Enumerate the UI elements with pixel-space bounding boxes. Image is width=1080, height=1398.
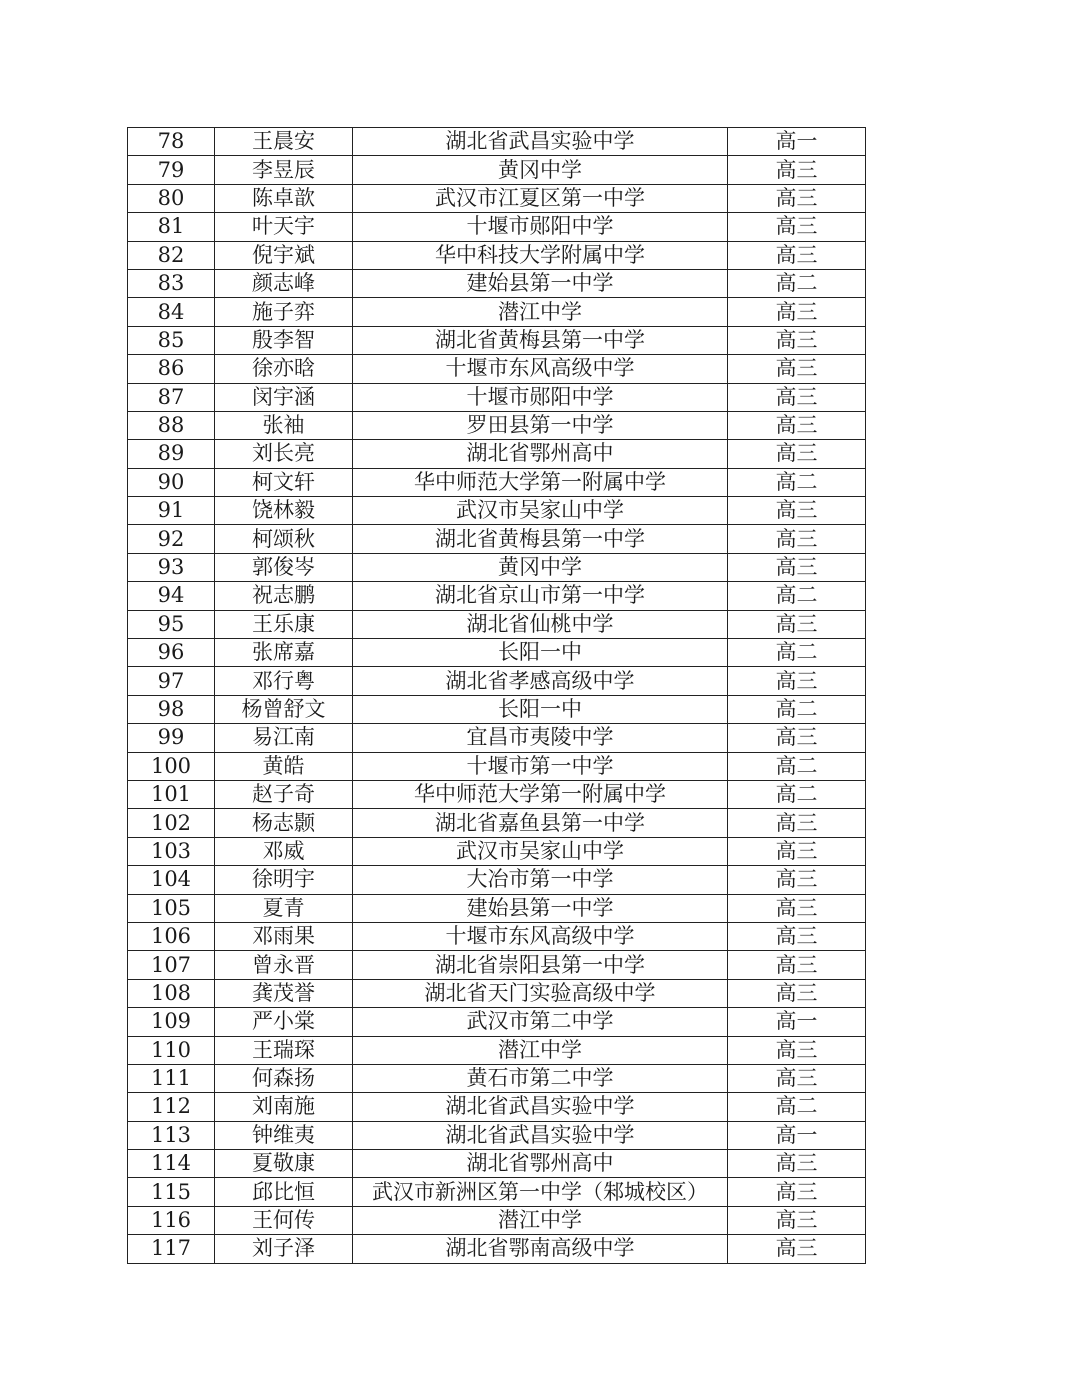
grade-cell: 高三 — [728, 951, 866, 979]
rank-cell: 115 — [128, 1178, 215, 1206]
table-row — [128, 156, 866, 184]
table-row — [128, 1093, 866, 1121]
name-cell: 王何传 — [215, 1206, 353, 1234]
grade-cell: 高三 — [728, 866, 866, 894]
grade-cell: 高三 — [728, 809, 866, 837]
table-row — [128, 780, 866, 808]
rank-cell: 94 — [128, 582, 215, 610]
grade-cell: 高三 — [728, 383, 866, 411]
name-cell: 钟维夷 — [215, 1121, 353, 1149]
school-cell: 潜江中学 — [353, 298, 728, 326]
name-cell: 殷李智 — [215, 326, 353, 354]
table-row — [128, 355, 866, 383]
name-cell: 颜志峰 — [215, 269, 353, 297]
name-cell: 严小棠 — [215, 1008, 353, 1036]
school-cell: 武汉市吴家山中学 — [353, 497, 728, 525]
school-cell: 华中师范大学第一附属中学 — [353, 468, 728, 496]
grade-cell: 高一 — [728, 128, 866, 156]
table-row — [128, 213, 866, 241]
rank-cell: 85 — [128, 326, 215, 354]
name-cell: 郭俊岑 — [215, 553, 353, 581]
table-row — [128, 724, 866, 752]
table-row — [128, 667, 866, 695]
table-row — [128, 383, 866, 411]
name-cell: 龚茂誉 — [215, 979, 353, 1007]
table-row — [128, 128, 866, 156]
school-cell: 黄冈中学 — [353, 553, 728, 581]
table-row — [128, 1036, 866, 1064]
name-cell: 曾永晋 — [215, 951, 353, 979]
name-cell: 邓行粤 — [215, 667, 353, 695]
rank-cell: 110 — [128, 1036, 215, 1064]
grade-cell: 高三 — [728, 724, 866, 752]
rank-cell: 106 — [128, 922, 215, 950]
grade-cell: 高二 — [728, 752, 866, 780]
name-cell: 邱比恒 — [215, 1178, 353, 1206]
school-cell: 长阳一中 — [353, 695, 728, 723]
table-row — [128, 1064, 866, 1092]
table-row — [128, 1235, 866, 1263]
table-row — [128, 894, 866, 922]
school-cell: 建始县第一中学 — [353, 269, 728, 297]
rank-cell: 103 — [128, 837, 215, 865]
table-row — [128, 525, 866, 553]
table-row — [128, 979, 866, 1007]
school-cell: 十堰市郧阳中学 — [353, 213, 728, 241]
table-row — [128, 866, 866, 894]
table-row — [128, 468, 866, 496]
grade-cell: 高二 — [728, 468, 866, 496]
grade-cell: 高三 — [728, 1235, 866, 1263]
rank-cell: 92 — [128, 525, 215, 553]
table-row — [128, 1206, 866, 1234]
name-cell: 黄皓 — [215, 752, 353, 780]
school-cell: 十堰市第一中学 — [353, 752, 728, 780]
name-cell: 王晨安 — [215, 128, 353, 156]
school-cell: 湖北省鄂州高中 — [353, 1150, 728, 1178]
table-row — [128, 1178, 866, 1206]
name-cell: 祝志鹏 — [215, 582, 353, 610]
school-cell: 湖北省武昌实验中学 — [353, 128, 728, 156]
name-cell: 何森扬 — [215, 1064, 353, 1092]
rank-cell: 112 — [128, 1093, 215, 1121]
name-cell: 陈卓歆 — [215, 184, 353, 212]
name-cell: 徐明宇 — [215, 866, 353, 894]
name-cell: 张席嘉 — [215, 639, 353, 667]
grade-cell: 高三 — [728, 411, 866, 439]
table-row — [128, 639, 866, 667]
grade-cell: 高三 — [728, 497, 866, 525]
rank-cell: 114 — [128, 1150, 215, 1178]
school-cell: 湖北省黄梅县第一中学 — [353, 326, 728, 354]
rank-cell: 81 — [128, 213, 215, 241]
school-cell: 华中师范大学第一附属中学 — [353, 780, 728, 808]
rank-cell: 91 — [128, 497, 215, 525]
grade-cell: 高三 — [728, 667, 866, 695]
name-cell: 倪宇斌 — [215, 241, 353, 269]
school-cell: 大冶市第一中学 — [353, 866, 728, 894]
school-cell: 湖北省孝感高级中学 — [353, 667, 728, 695]
table-row — [128, 951, 866, 979]
rank-cell: 96 — [128, 639, 215, 667]
table-row — [128, 1121, 866, 1149]
name-cell: 刘子泽 — [215, 1235, 353, 1263]
grade-cell: 高三 — [728, 184, 866, 212]
grade-cell: 高三 — [728, 837, 866, 865]
name-cell: 柯文轩 — [215, 468, 353, 496]
name-cell: 叶天宇 — [215, 213, 353, 241]
rank-cell: 117 — [128, 1235, 215, 1263]
school-cell: 武汉市第二中学 — [353, 1008, 728, 1036]
table-row — [128, 440, 866, 468]
name-cell: 刘南施 — [215, 1093, 353, 1121]
rank-cell: 83 — [128, 269, 215, 297]
school-cell: 十堰市郧阳中学 — [353, 383, 728, 411]
roster-body — [128, 128, 866, 1264]
name-cell: 邓威 — [215, 837, 353, 865]
name-cell: 夏青 — [215, 894, 353, 922]
table-row — [128, 184, 866, 212]
school-cell: 潜江中学 — [353, 1036, 728, 1064]
rank-cell: 116 — [128, 1206, 215, 1234]
school-cell: 罗田县第一中学 — [353, 411, 728, 439]
rank-cell: 95 — [128, 610, 215, 638]
table-row — [128, 695, 866, 723]
table-row — [128, 298, 866, 326]
student-roster-table — [127, 127, 866, 1264]
table-row — [128, 497, 866, 525]
school-cell: 宜昌市夷陵中学 — [353, 724, 728, 752]
school-cell: 潜江中学 — [353, 1206, 728, 1234]
grade-cell: 高三 — [728, 213, 866, 241]
grade-cell: 高三 — [728, 553, 866, 581]
school-cell: 湖北省天门实验高级中学 — [353, 979, 728, 1007]
name-cell: 施子弈 — [215, 298, 353, 326]
school-cell: 华中科技大学附属中学 — [353, 241, 728, 269]
grade-cell: 高三 — [728, 1178, 866, 1206]
grade-cell: 高三 — [728, 298, 866, 326]
rank-cell: 99 — [128, 724, 215, 752]
school-cell: 武汉市新洲区第一中学（邾城校区） — [353, 1178, 728, 1206]
name-cell: 夏敬康 — [215, 1150, 353, 1178]
name-cell: 王乐康 — [215, 610, 353, 638]
rank-cell: 102 — [128, 809, 215, 837]
grade-cell: 高三 — [728, 894, 866, 922]
table-row — [128, 610, 866, 638]
grade-cell: 高三 — [728, 355, 866, 383]
table-row — [128, 922, 866, 950]
table-row — [128, 752, 866, 780]
rank-cell: 90 — [128, 468, 215, 496]
school-cell: 湖北省崇阳县第一中学 — [353, 951, 728, 979]
school-cell: 湖北省京山市第一中学 — [353, 582, 728, 610]
rank-cell: 86 — [128, 355, 215, 383]
rank-cell: 111 — [128, 1064, 215, 1092]
school-cell: 湖北省武昌实验中学 — [353, 1093, 728, 1121]
table-row — [128, 837, 866, 865]
name-cell: 邓雨果 — [215, 922, 353, 950]
name-cell: 王瑞琛 — [215, 1036, 353, 1064]
grade-cell: 高三 — [728, 440, 866, 468]
school-cell: 十堰市东风高级中学 — [353, 355, 728, 383]
table-row — [128, 411, 866, 439]
rank-cell: 82 — [128, 241, 215, 269]
grade-cell: 高二 — [728, 639, 866, 667]
rank-cell: 108 — [128, 979, 215, 1007]
table-row — [128, 326, 866, 354]
rank-cell: 84 — [128, 298, 215, 326]
table-row — [128, 582, 866, 610]
name-cell: 饶林毅 — [215, 497, 353, 525]
school-cell: 湖北省仙桃中学 — [353, 610, 728, 638]
grade-cell: 高三 — [728, 1150, 866, 1178]
grade-cell: 高三 — [728, 241, 866, 269]
grade-cell: 高三 — [728, 1064, 866, 1092]
school-cell: 湖北省武昌实验中学 — [353, 1121, 728, 1149]
school-cell: 湖北省鄂州高中 — [353, 440, 728, 468]
rank-cell: 100 — [128, 752, 215, 780]
grade-cell: 高三 — [728, 156, 866, 184]
rank-cell: 101 — [128, 780, 215, 808]
name-cell: 闵宇涵 — [215, 383, 353, 411]
grade-cell: 高二 — [728, 695, 866, 723]
table-row — [128, 553, 866, 581]
grade-cell: 高三 — [728, 525, 866, 553]
school-cell: 武汉市江夏区第一中学 — [353, 184, 728, 212]
name-cell: 杨曾舒文 — [215, 695, 353, 723]
grade-cell: 高二 — [728, 780, 866, 808]
grade-cell: 高一 — [728, 1121, 866, 1149]
school-cell: 黄冈中学 — [353, 156, 728, 184]
rank-cell: 105 — [128, 894, 215, 922]
name-cell: 赵子奇 — [215, 780, 353, 808]
table-row — [128, 269, 866, 297]
rank-cell: 113 — [128, 1121, 215, 1149]
rank-cell: 104 — [128, 866, 215, 894]
school-cell: 湖北省黄梅县第一中学 — [353, 525, 728, 553]
name-cell: 徐亦晗 — [215, 355, 353, 383]
school-cell: 长阳一中 — [353, 639, 728, 667]
rank-cell: 79 — [128, 156, 215, 184]
grade-cell: 高二 — [728, 269, 866, 297]
rank-cell: 93 — [128, 553, 215, 581]
grade-cell: 高三 — [728, 922, 866, 950]
rank-cell: 80 — [128, 184, 215, 212]
grade-cell: 高三 — [728, 1206, 866, 1234]
name-cell: 张袖 — [215, 411, 353, 439]
grade-cell: 高一 — [728, 1008, 866, 1036]
grade-cell: 高三 — [728, 979, 866, 1007]
school-cell: 黄石市第二中学 — [353, 1064, 728, 1092]
grade-cell: 高三 — [728, 326, 866, 354]
grade-cell: 高二 — [728, 1093, 866, 1121]
rank-cell: 89 — [128, 440, 215, 468]
grade-cell: 高二 — [728, 582, 866, 610]
school-cell: 湖北省嘉鱼县第一中学 — [353, 809, 728, 837]
rank-cell: 98 — [128, 695, 215, 723]
rank-cell: 88 — [128, 411, 215, 439]
grade-cell: 高三 — [728, 610, 866, 638]
name-cell: 刘长亮 — [215, 440, 353, 468]
name-cell: 杨志颢 — [215, 809, 353, 837]
rank-cell: 87 — [128, 383, 215, 411]
name-cell: 易江南 — [215, 724, 353, 752]
school-cell: 武汉市吴家山中学 — [353, 837, 728, 865]
rank-cell: 97 — [128, 667, 215, 695]
name-cell: 李昱辰 — [215, 156, 353, 184]
table-row — [128, 1150, 866, 1178]
name-cell: 柯颂秋 — [215, 525, 353, 553]
table-row — [128, 241, 866, 269]
school-cell: 建始县第一中学 — [353, 894, 728, 922]
school-cell: 十堰市东风高级中学 — [353, 922, 728, 950]
rank-cell: 107 — [128, 951, 215, 979]
table-row — [128, 809, 866, 837]
rank-cell: 109 — [128, 1008, 215, 1036]
grade-cell: 高三 — [728, 1036, 866, 1064]
school-cell: 湖北省鄂南高级中学 — [353, 1235, 728, 1263]
rank-cell: 78 — [128, 128, 215, 156]
table-row — [128, 1008, 866, 1036]
